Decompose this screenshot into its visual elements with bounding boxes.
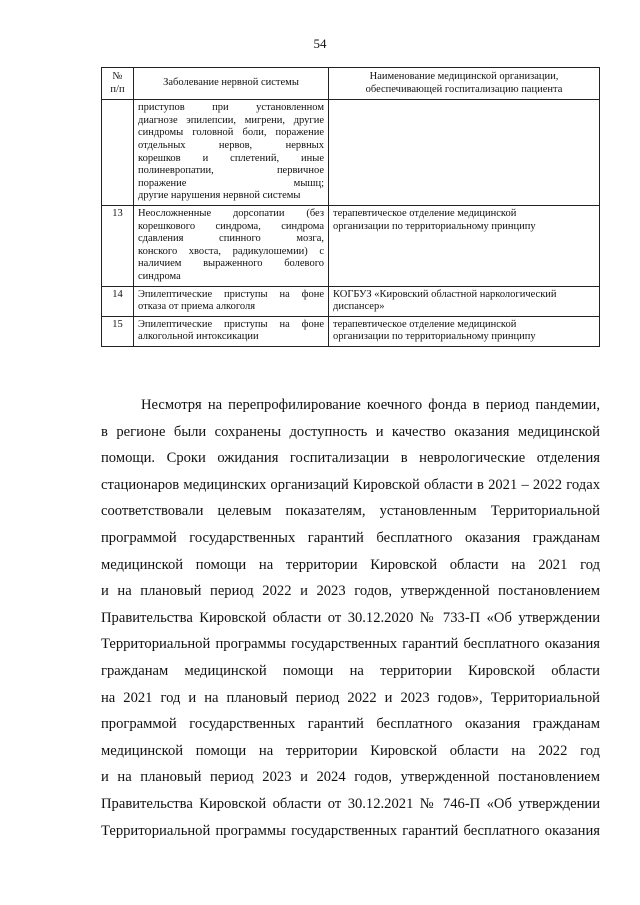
- row-number: 13: [102, 205, 134, 286]
- disease-line: сдавления спинного мозга,: [138, 233, 324, 245]
- disease-line: поражение мышц;: [138, 177, 324, 189]
- header-number-line2: п/п: [110, 83, 125, 95]
- body-line: Территориальной программы государственных гарантий бесплатного оказания: [101, 636, 600, 653]
- table-row: [102, 205, 600, 286]
- disease-line: корешкового синдрома, синдрома: [138, 220, 324, 232]
- disease-cell: [134, 205, 329, 286]
- disease-line: синдрома: [138, 270, 181, 282]
- body-line: помощи. Сроки ожидания госпитализации в неврологические отделения: [101, 450, 600, 467]
- body-line: соответствовали целевым показателям, установленным Территориальной: [101, 503, 600, 520]
- page-number: 54: [313, 36, 327, 51]
- body-line: и на плановый период 2022 и 2023 годов, утвержденной постановлением: [101, 583, 600, 600]
- disease-line: алкогольной интоксикации: [138, 331, 259, 343]
- organization-line: КОГБУЗ «Кировский областной наркологический: [333, 288, 557, 300]
- table-row: [102, 100, 600, 206]
- organization-line: организации по территориальному принципу: [333, 220, 536, 232]
- disease-line: синдромы головной боли, поражение: [138, 127, 324, 139]
- table-row: [102, 286, 600, 316]
- organization-line: диспансер»: [333, 301, 385, 313]
- disease-line: конского хвоста, радикулошемии) с: [138, 245, 324, 257]
- organization-line: терапевтическое отделение медицинской: [333, 207, 517, 219]
- disease-cell: [134, 316, 329, 346]
- body-line: стационаров медицинских организаций Кировской области в 2021 – 2022 годах: [101, 476, 600, 493]
- organization-cell: [329, 316, 600, 346]
- organization-cell: [329, 100, 600, 206]
- disease-line: полиневропатии, первичное: [138, 165, 324, 177]
- body-line: программой государственных гарантий бесплатного оказания гражданам: [101, 529, 600, 546]
- disease-line: Неосложненные дорсопатии (без: [138, 207, 324, 219]
- disease-line: диагнозе эпилепсии, мигрени, другие: [138, 114, 324, 126]
- header-number: [102, 68, 134, 100]
- body-line: медицинской помощи на территории Кировской области на 2022 год: [101, 742, 600, 759]
- body-line: медицинской помощи на территории Кировской области на 2021 год: [101, 556, 600, 573]
- organization-cell: [329, 205, 600, 286]
- header-organization-line1: Наименование медицинской организации,: [369, 71, 559, 82]
- header-organization: [329, 68, 600, 100]
- body-line: в регионе были сохранены доступность и качество оказания медицинской: [101, 423, 600, 440]
- row-number: 15: [102, 316, 134, 346]
- body-line: и на плановый период 2023 и 2024 годов, утвержденной постановлением: [101, 769, 600, 786]
- disease-line: Эпилептические приступы на фоне: [138, 288, 324, 300]
- disease-line: наличием выраженного болевого: [138, 258, 324, 270]
- disease-line: Эпилептические приступы на фоне: [138, 318, 324, 330]
- body-line: Территориальной программы государственных гарантий бесплатного оказания: [101, 822, 600, 839]
- table-row: [102, 316, 600, 346]
- organization-line: организации по территориальному принципу: [333, 331, 536, 343]
- body-line: гражданам медицинской помощи на территории Кировской области: [101, 662, 600, 679]
- disease-line: отказа от приема алкоголя: [138, 301, 256, 313]
- body-line: на 2021 год и на плановый период 2022 и 2023 годов», Территориальной: [101, 689, 600, 706]
- hospitalization-table: [101, 67, 600, 347]
- body-line: Правительства Кировской области от 30.12.2020 № 733-П «Об утверждении: [101, 609, 600, 626]
- header-organization-line2: обеспечивающей госпитализацию пациента: [365, 83, 563, 95]
- disease-cell: [134, 100, 329, 206]
- organization-line: терапевтическое отделение медицинской: [333, 318, 517, 330]
- body-line: Правительства Кировской области от 30.12.2021 № 746-П «Об утверждении: [101, 795, 600, 812]
- organization-cell: [329, 286, 600, 316]
- body-line: программой государственных гарантий бесплатного оказания гражданам: [101, 716, 600, 733]
- disease-cell: [134, 286, 329, 316]
- disease-line: приступов при установленном: [138, 102, 324, 114]
- header-disease: Заболевание нервной системы: [134, 68, 329, 100]
- disease-line: другие нарушения нервной системы: [138, 190, 301, 202]
- body-paragraph: [101, 392, 600, 844]
- table-header-row: [102, 68, 600, 100]
- row-number: 14: [102, 286, 134, 316]
- disease-line: отдельных нервов, нервных: [138, 139, 324, 151]
- body-line: Несмотря на перепрофилирование коечного фонда в период пандемии,: [141, 397, 600, 413]
- header-number-line1: №: [112, 71, 123, 82]
- disease-line: корешков и сплетений, иные: [138, 152, 324, 164]
- row-number: [102, 100, 134, 206]
